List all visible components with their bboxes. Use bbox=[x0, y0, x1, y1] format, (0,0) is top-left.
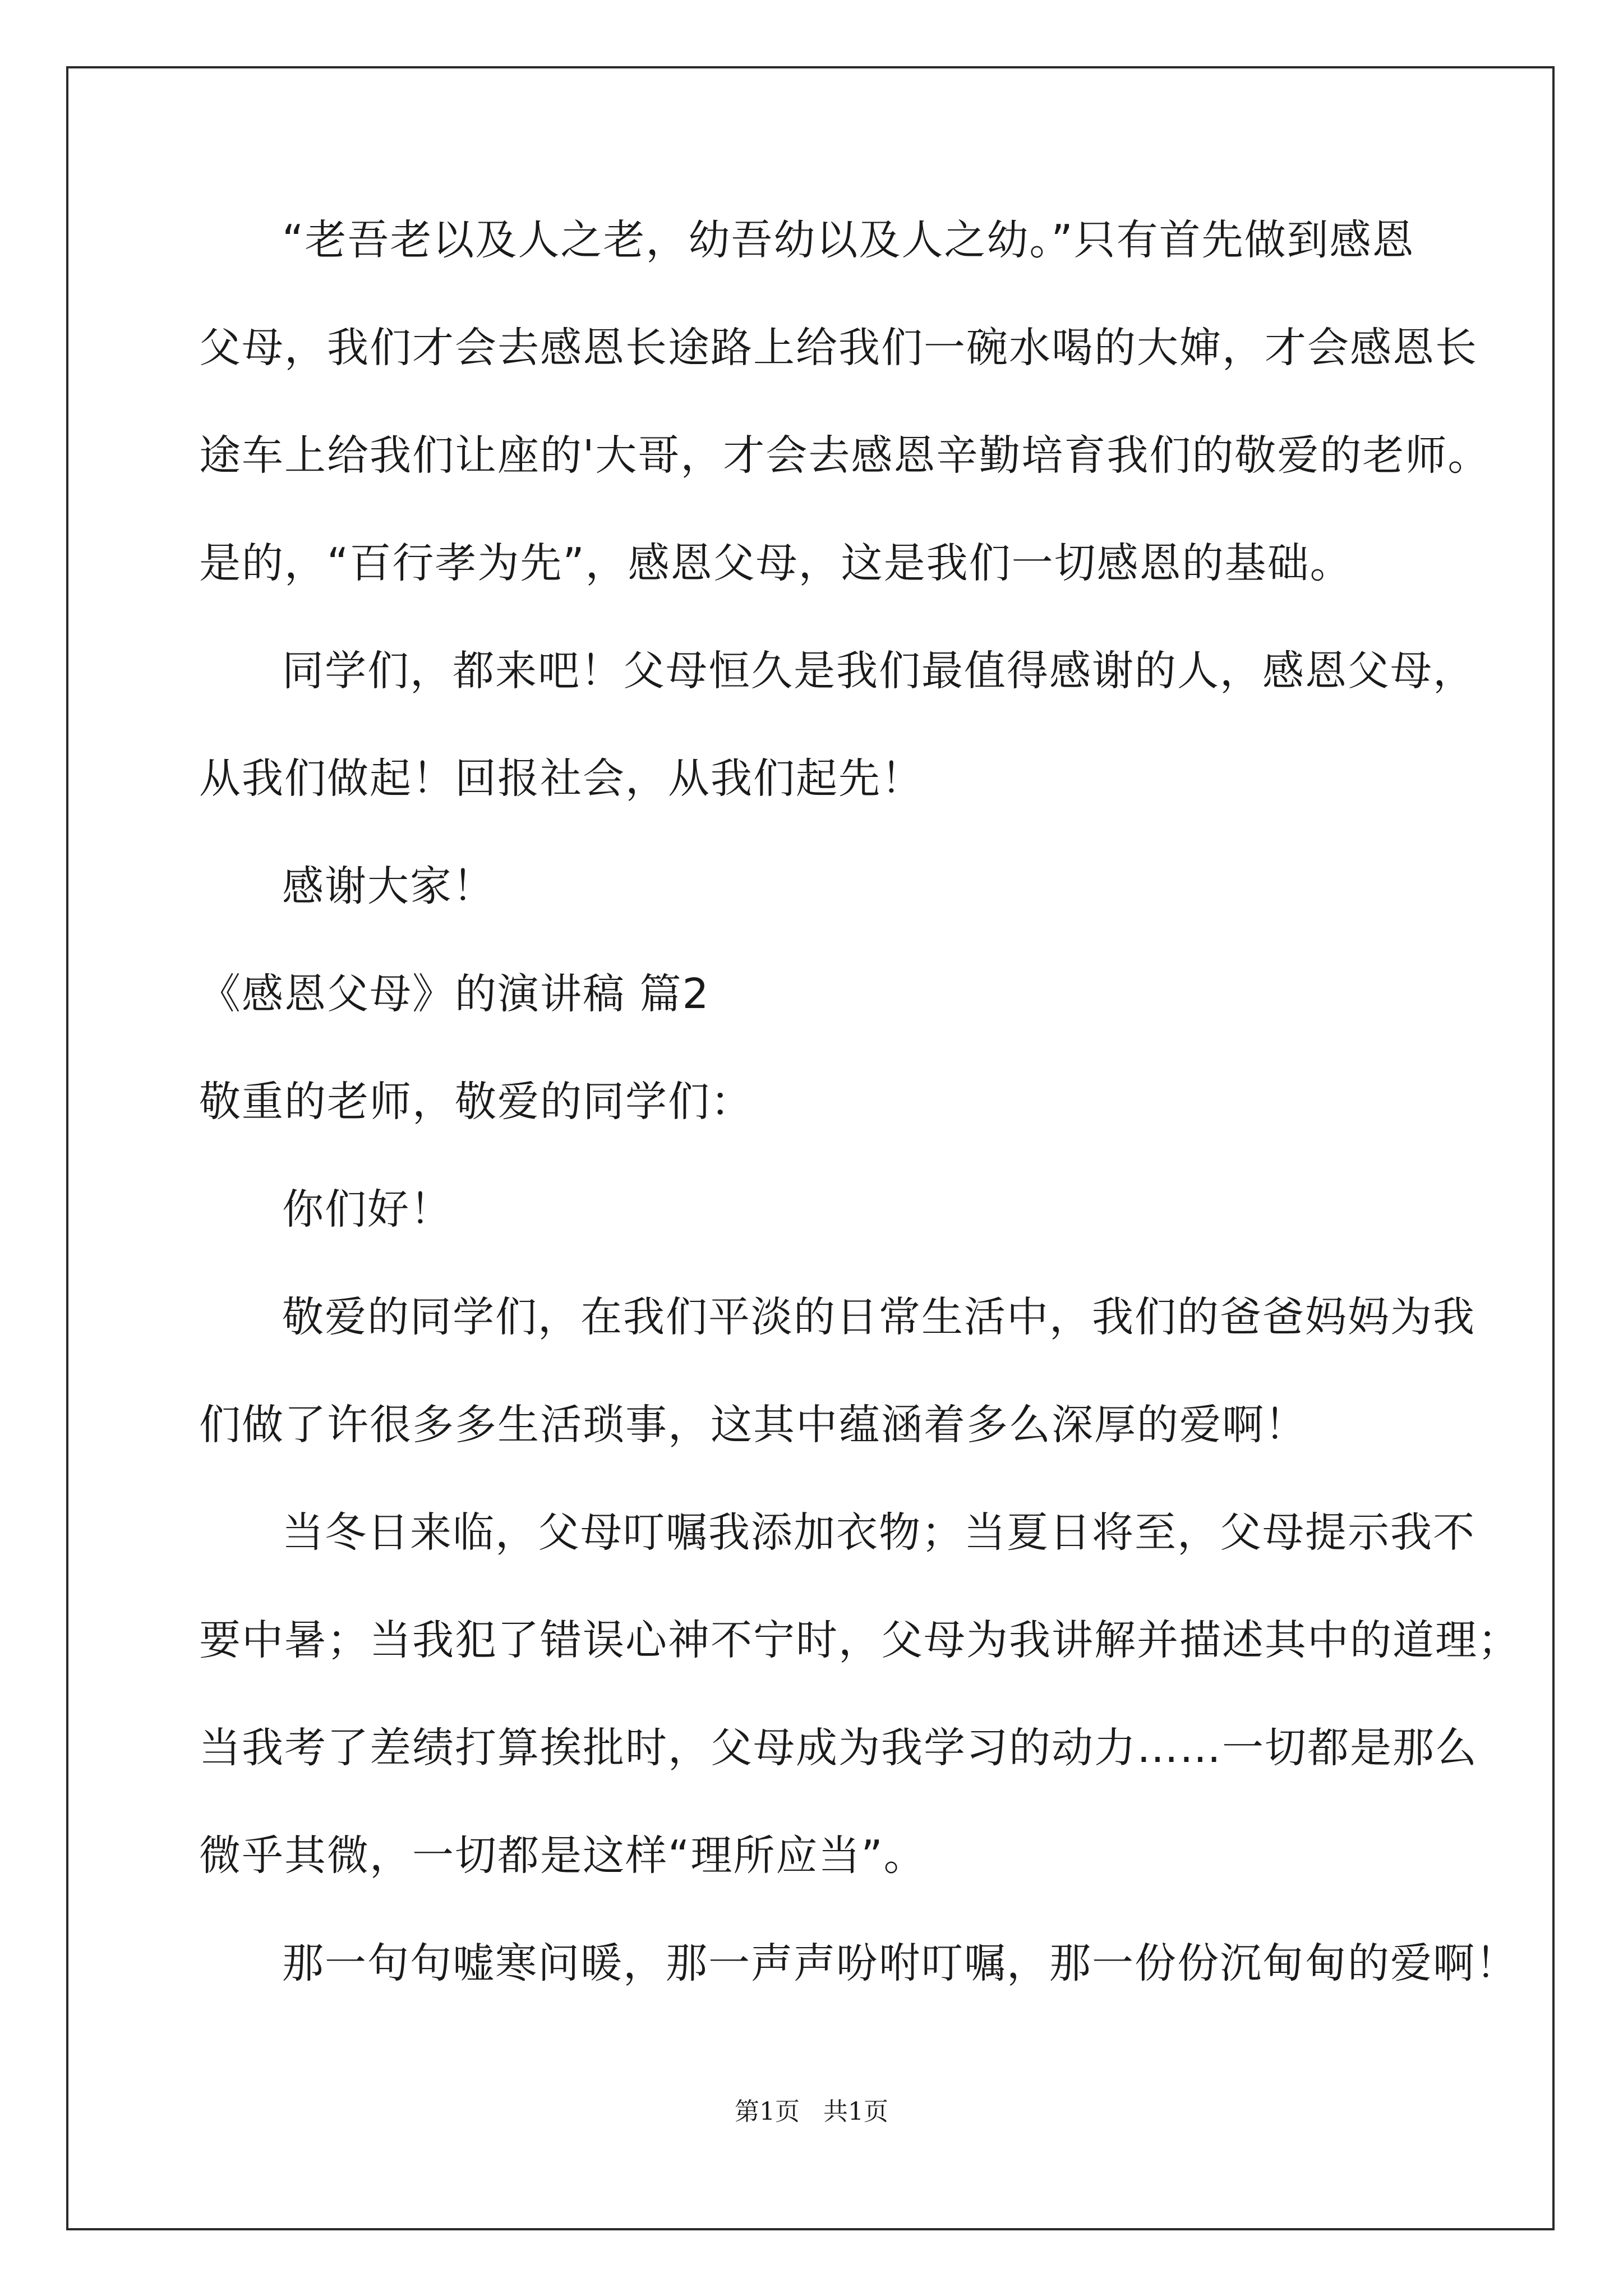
text-line: “老吾老以及人之老，幼吾幼以及人之幼。”只有首先做到感恩 bbox=[282, 216, 1415, 264]
greeting: 你们好！ bbox=[282, 1185, 453, 1234]
text-line: 要中暑；当我犯了错误心神不宁时，父母为我讲解并描述其中的道理； bbox=[199, 1616, 1520, 1664]
salutation: 敬重的老师，敬爱的同学们： bbox=[199, 1078, 753, 1126]
text-line: 当冬日来临，父母叮嘱我添加衣物；当夏日将至，父母提示我不 bbox=[282, 1508, 1476, 1557]
text-line: 同学们，都来吧！父母恒久是我们最值得感谢的人，感恩父母， bbox=[282, 647, 1476, 695]
text-line: 那一句句嘘寒问暖，那一声声吩咐叮嘱，那一份份沉甸甸的爱啊！ bbox=[282, 1939, 1518, 1987]
text-line: 感谢大家！ bbox=[282, 862, 495, 910]
text-line: 父母，我们才会去感恩长途路上给我们一碗水喝的大婶，才会感恩长 bbox=[199, 324, 1478, 372]
text-line: 敬爱的同学们，在我们平淡的日常生活中，我们的爸爸妈妈为我 bbox=[282, 1293, 1476, 1341]
text-line: 途车上给我们让座的'大哥，才会去感恩辛勤培育我们的敬爱的老师。 bbox=[199, 431, 1491, 480]
text-line: 当我考了差绩打算挨批时，父母成为我学习的动力……一切都是那么 bbox=[199, 1724, 1478, 1772]
page-number-total: 共1页 bbox=[823, 2097, 888, 2126]
section-heading: 《感恩父母》的演讲稿 篇2 bbox=[199, 970, 710, 1018]
page-border bbox=[66, 66, 1555, 2230]
page-footer bbox=[0, 2095, 1623, 2129]
text-line: 们做了许很多多生活琐事，这其中蕴涵着多么深厚的爱啊！ bbox=[199, 1401, 1307, 1449]
text-line: 从我们做起！回报社会，从我们起先！ bbox=[199, 754, 924, 803]
text-line: 是的，“百行孝为先”，感恩父母，这是我们一切感恩的基础。 bbox=[199, 539, 1353, 587]
text-line: 微乎其微，一切都是这样“理所应当”。 bbox=[199, 1832, 926, 1880]
page-number-current: 第1页 bbox=[735, 2097, 800, 2126]
